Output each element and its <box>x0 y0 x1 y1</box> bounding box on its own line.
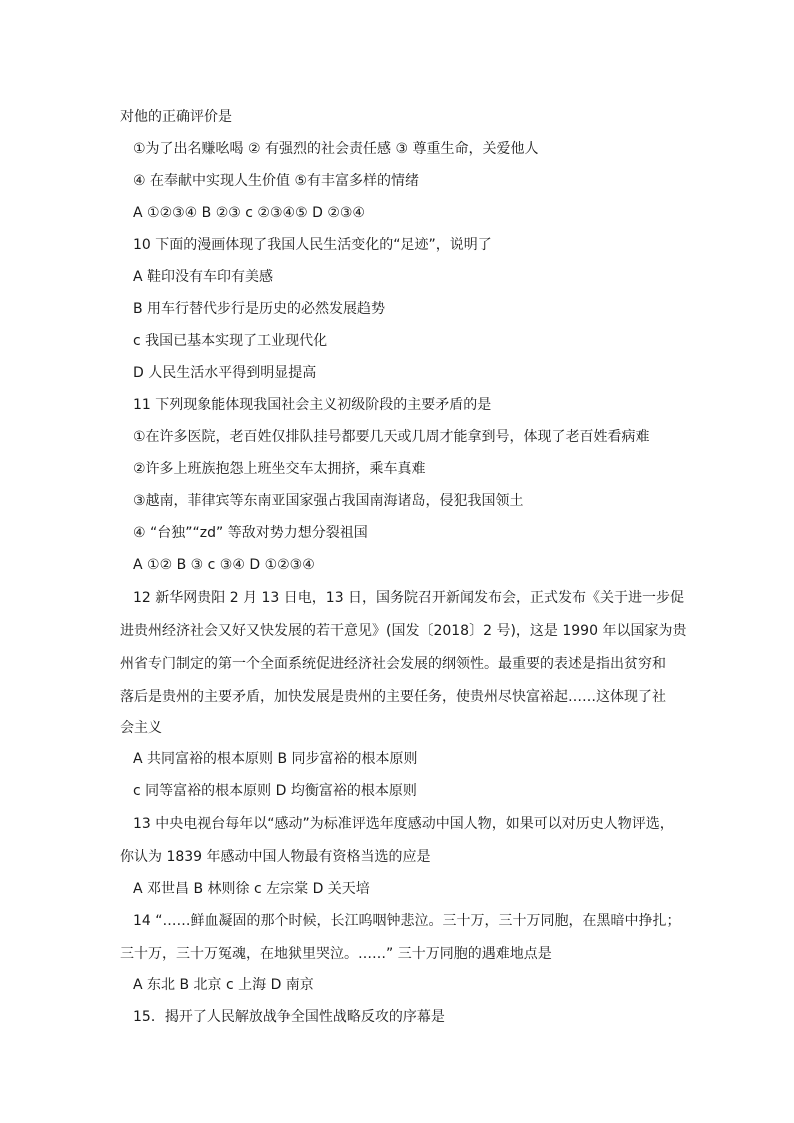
question-10: 10 下面的漫画体现了我国人民生活变化的“足迹”，说明了 <box>133 237 492 253</box>
question-12: 12 新华网贵阳 2 月 13 日电，13 日，国务院召开新闻发布会，正式发布《关于进一步促 <box>133 590 685 606</box>
text-line: 州省专门制定的第一个全面系统促进经济社会发展的纲领性。最重要的表述是指出贫穷和 <box>120 656 666 672</box>
text-line: 会主义 <box>120 720 162 736</box>
answer-options: A 邓世昌 B 林则徐 c 左宗棠 D 关天培 <box>133 881 370 897</box>
option-d: D 人民生活水平得到明显提高 <box>133 365 317 381</box>
text-line: 落后是贵州的主要矛盾，加快发展是贵州的主要任务，使贵州尽快富裕起……这体现了社 <box>120 689 666 705</box>
question-13: 13 中央电视台每年以“感动”为标准评选年度感动中国人物，如果可以对历史人物评选， <box>133 816 674 832</box>
answer-options: A 东北 B 北京 c 上海 D 南京 <box>133 977 314 993</box>
text-line: ④ “台独”“zd” 等敌对势力想分裂祖国 <box>133 525 368 541</box>
text-line: ①在许多医院，老百姓仅排队挂号都要几天或几周才能拿到号，体现了老百姓看病难 <box>133 429 650 445</box>
answer-options: A ①②③④ B ②③ c ②③④⑤ D ②③④ <box>133 205 365 221</box>
question-15: 15．揭开了人民解放战争全国性战略反攻的序幕是 <box>133 1009 445 1025</box>
question-14: 14 “……鲜血凝固的那个时候，长江呜咽钟悲泣。三十万，三十万同胞，在黑暗中挣扎； <box>133 913 681 929</box>
text-line: 你认为 1839 年感动中国人物最有资格当选的应是 <box>120 849 431 865</box>
text-line: ④ 在奉献中实现人生价值 ⑤有丰富多样的情绪 <box>133 173 420 189</box>
option-a: A 鞋印没有车印有美感 <box>133 269 274 285</box>
text-line: 进贵州经济社会又好又快发展的若干意见》(国发〔2018〕2 号)，这是 1990 年以国家为贵 <box>120 623 687 639</box>
text-line: ①为了出名赚吆喝 ② 有强烈的社会责任感 ③ 尊重生命，关爱他人 <box>133 141 539 157</box>
answer-options: A 共同富裕的根本原则 B 同步富裕的根本原则 <box>133 751 418 767</box>
answer-options: A ①② B ③ c ③④ D ①②③④ <box>133 557 315 573</box>
text-line: ③越南，菲律宾等东南亚国家强占我国南海诸岛，侵犯我国领土 <box>133 493 524 509</box>
question-11: 11 下列现象能体现我国社会主义初级阶段的主要矛盾的是 <box>133 397 492 413</box>
answer-options: c 同等富裕的根本原则 D 均衡富裕的根本原则 <box>133 783 417 799</box>
option-b: B 用车行替代步行是历史的必然发展趋势 <box>133 301 386 317</box>
text-line: ②许多上班族抱怨上班坐交车太拥挤，乘车真难 <box>133 461 426 477</box>
option-c: c 我国已基本实现了工业现代化 <box>133 333 328 349</box>
text-line: 三十万，三十万冤魂，在地狱里哭泣。……” 三十万同胞的遇难地点是 <box>120 946 552 962</box>
text-line: 对他的正确评价是 <box>120 109 232 125</box>
